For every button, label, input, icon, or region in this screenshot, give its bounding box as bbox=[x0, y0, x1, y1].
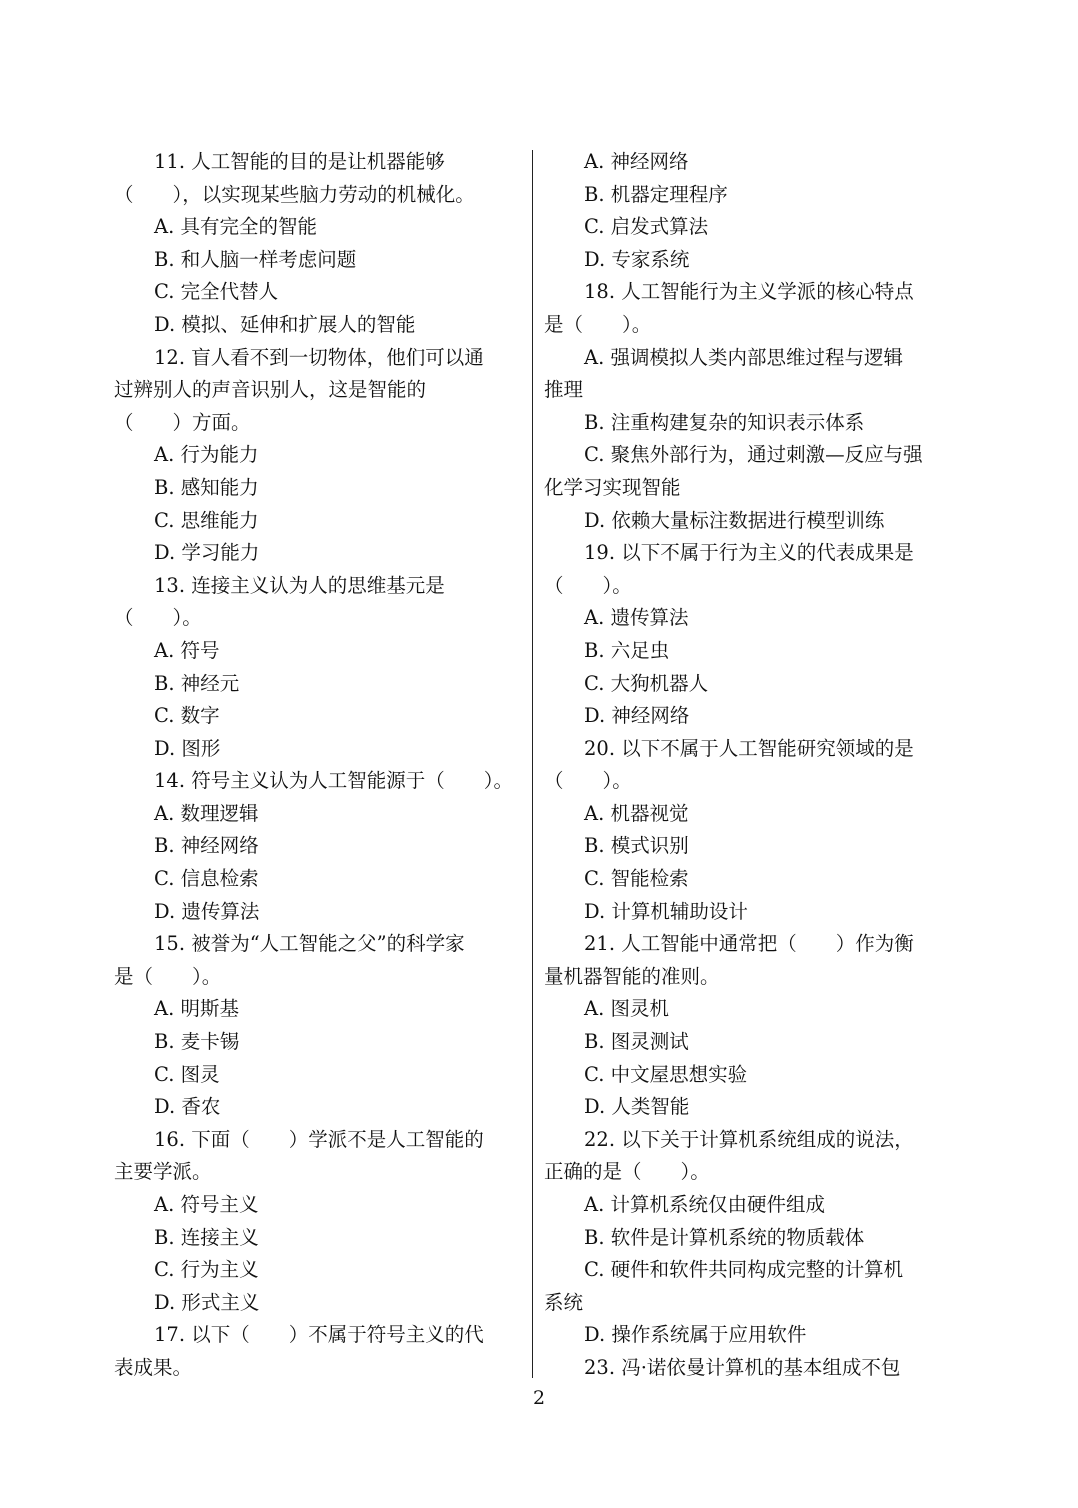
question-text-continued: 量机器智能的准则。 bbox=[544, 964, 720, 988]
answer-option: C. 启发式算法 bbox=[584, 215, 709, 239]
column-divider bbox=[532, 150, 533, 1378]
answer-option: D. 神经网络 bbox=[584, 704, 690, 728]
answer-option: D. 人类智能 bbox=[584, 1095, 690, 1119]
answer-option: C. 信息检索 bbox=[154, 867, 259, 891]
answer-option: B. 感知能力 bbox=[154, 475, 259, 499]
answer-option: B. 麦卡锡 bbox=[154, 1030, 240, 1054]
answer-option: C. 聚焦外部行为，通过刺激—反应与强 bbox=[584, 443, 923, 467]
left-column bbox=[114, 146, 524, 1385]
question-text: 11. 人工智能的目的是让机器能够 bbox=[154, 150, 445, 173]
question-text-continued: （ ）。 bbox=[544, 769, 632, 793]
answer-option: C. 思维能力 bbox=[154, 508, 259, 532]
question-text: 17. 以下（ ）不属于符号主义的代 bbox=[154, 1323, 484, 1347]
question-text-continued: 是（ ）。 bbox=[544, 312, 652, 336]
answer-option: B. 和人脑一样考虑问题 bbox=[154, 247, 357, 271]
answer-option: A. 具有完全的智能 bbox=[154, 215, 317, 239]
question-text: 21. 人工智能中通常把（ ）作为衡 bbox=[584, 932, 914, 956]
answer-option: C. 完全代替人 bbox=[154, 280, 279, 304]
question-text: 23. 冯·诺依曼计算机的基本组成不包 bbox=[584, 1355, 901, 1379]
question-text: 19. 以下不属于行为主义的代表成果是 bbox=[584, 541, 914, 565]
answer-option: A. 符号 bbox=[154, 638, 220, 662]
answer-option: D. 专家系统 bbox=[584, 247, 690, 271]
answer-option: C. 硬件和软件共同构成完整的计算机 bbox=[584, 1258, 904, 1282]
question-text-continued: 系统 bbox=[544, 1290, 584, 1314]
answer-option: D. 依赖大量标注数据进行模型训练 bbox=[584, 508, 885, 532]
answer-option: B. 机器定理程序 bbox=[584, 182, 728, 206]
question-text: 18. 人工智能行为主义学派的核心特点 bbox=[584, 280, 914, 304]
answer-option: C. 图灵 bbox=[154, 1062, 220, 1086]
answer-option: B. 注重构建复杂的知识表示体系 bbox=[584, 410, 865, 434]
answer-option: A. 机器视觉 bbox=[584, 801, 689, 825]
question-text: 16. 下面（ ）学派不是人工智能的 bbox=[154, 1127, 484, 1151]
answer-option: D. 形式主义 bbox=[154, 1290, 260, 1314]
answer-option: A. 强调模拟人类内部思维过程与逻辑 bbox=[584, 345, 903, 369]
answer-option: A. 图灵机 bbox=[584, 997, 669, 1021]
question-text-continued: 是（ ）。 bbox=[114, 964, 222, 988]
answer-option: B. 软件是计算机系统的物质载体 bbox=[584, 1225, 865, 1249]
question-text: 20. 以下不属于人工智能研究领域的是 bbox=[584, 736, 914, 760]
answer-option: A. 计算机系统仅由硬件组成 bbox=[584, 1193, 825, 1216]
answer-option: D. 学习能力 bbox=[154, 541, 260, 565]
answer-option: B. 神经网络 bbox=[154, 834, 259, 858]
answer-option: B. 连接主义 bbox=[154, 1225, 259, 1249]
question-text-continued: 主要学派。 bbox=[114, 1160, 212, 1184]
answer-option: B. 神经元 bbox=[154, 671, 240, 695]
answer-option: D. 操作系统属于应用软件 bbox=[584, 1323, 807, 1347]
answer-option: B. 图灵测试 bbox=[584, 1030, 689, 1054]
answer-option: D. 计算机辅助设计 bbox=[584, 899, 748, 923]
answer-option: A. 明斯基 bbox=[154, 997, 239, 1021]
question-text-continued: 化学习实现智能 bbox=[544, 475, 681, 499]
answer-option: B. 模式识别 bbox=[584, 834, 689, 858]
question-text-continued: 推理 bbox=[544, 378, 584, 402]
answer-option: B. 六足虫 bbox=[584, 638, 670, 662]
question-text: 13. 连接主义认为人的思维基元是 bbox=[154, 573, 445, 597]
answer-option: C. 大狗机器人 bbox=[584, 671, 709, 695]
answer-option: C. 行为主义 bbox=[154, 1258, 259, 1282]
answer-option: D. 图形 bbox=[154, 736, 221, 760]
question-text-continued: （ ）方面。 bbox=[114, 410, 251, 434]
question-text-continued: （ ）。 bbox=[114, 606, 202, 630]
answer-option: A. 神经网络 bbox=[584, 150, 689, 173]
right-column bbox=[544, 146, 954, 1385]
answer-option: A. 数理逻辑 bbox=[154, 801, 259, 825]
answer-option: C. 数字 bbox=[154, 704, 220, 728]
question-text: 15. 被誉为“人工智能之父”的科学家 bbox=[154, 932, 465, 956]
question-text-continued: （ ），以实现某些脑力劳动的机械化。 bbox=[114, 182, 475, 206]
question-text-continued: （ ）。 bbox=[544, 573, 632, 597]
answer-option: D. 遗传算法 bbox=[154, 899, 260, 923]
answer-option: D. 模拟、延伸和扩展人的智能 bbox=[154, 312, 416, 336]
question-text-continued: 表成果。 bbox=[114, 1355, 193, 1379]
answer-option: D. 香农 bbox=[154, 1095, 221, 1119]
question-text: 22. 以下关于计算机系统组成的说法， bbox=[584, 1127, 914, 1151]
question-text: 14. 符号主义认为人工智能源于（ ）。 bbox=[154, 769, 513, 793]
page-number: 2 bbox=[532, 1387, 546, 1409]
answer-option: A. 遗传算法 bbox=[584, 606, 689, 630]
answer-option: C. 智能检索 bbox=[584, 867, 689, 891]
question-text-continued: 正确的是（ ）。 bbox=[544, 1160, 710, 1184]
question-text-continued: 过辨别人的声音识别人，这是智能的 bbox=[114, 378, 427, 402]
answer-option: C. 中文屋思想实验 bbox=[584, 1062, 748, 1086]
question-text: 12. 盲人看不到一切物体，他们可以通 bbox=[154, 345, 484, 369]
answer-option: A. 符号主义 bbox=[154, 1193, 259, 1216]
answer-option: A. 行为能力 bbox=[154, 443, 259, 467]
